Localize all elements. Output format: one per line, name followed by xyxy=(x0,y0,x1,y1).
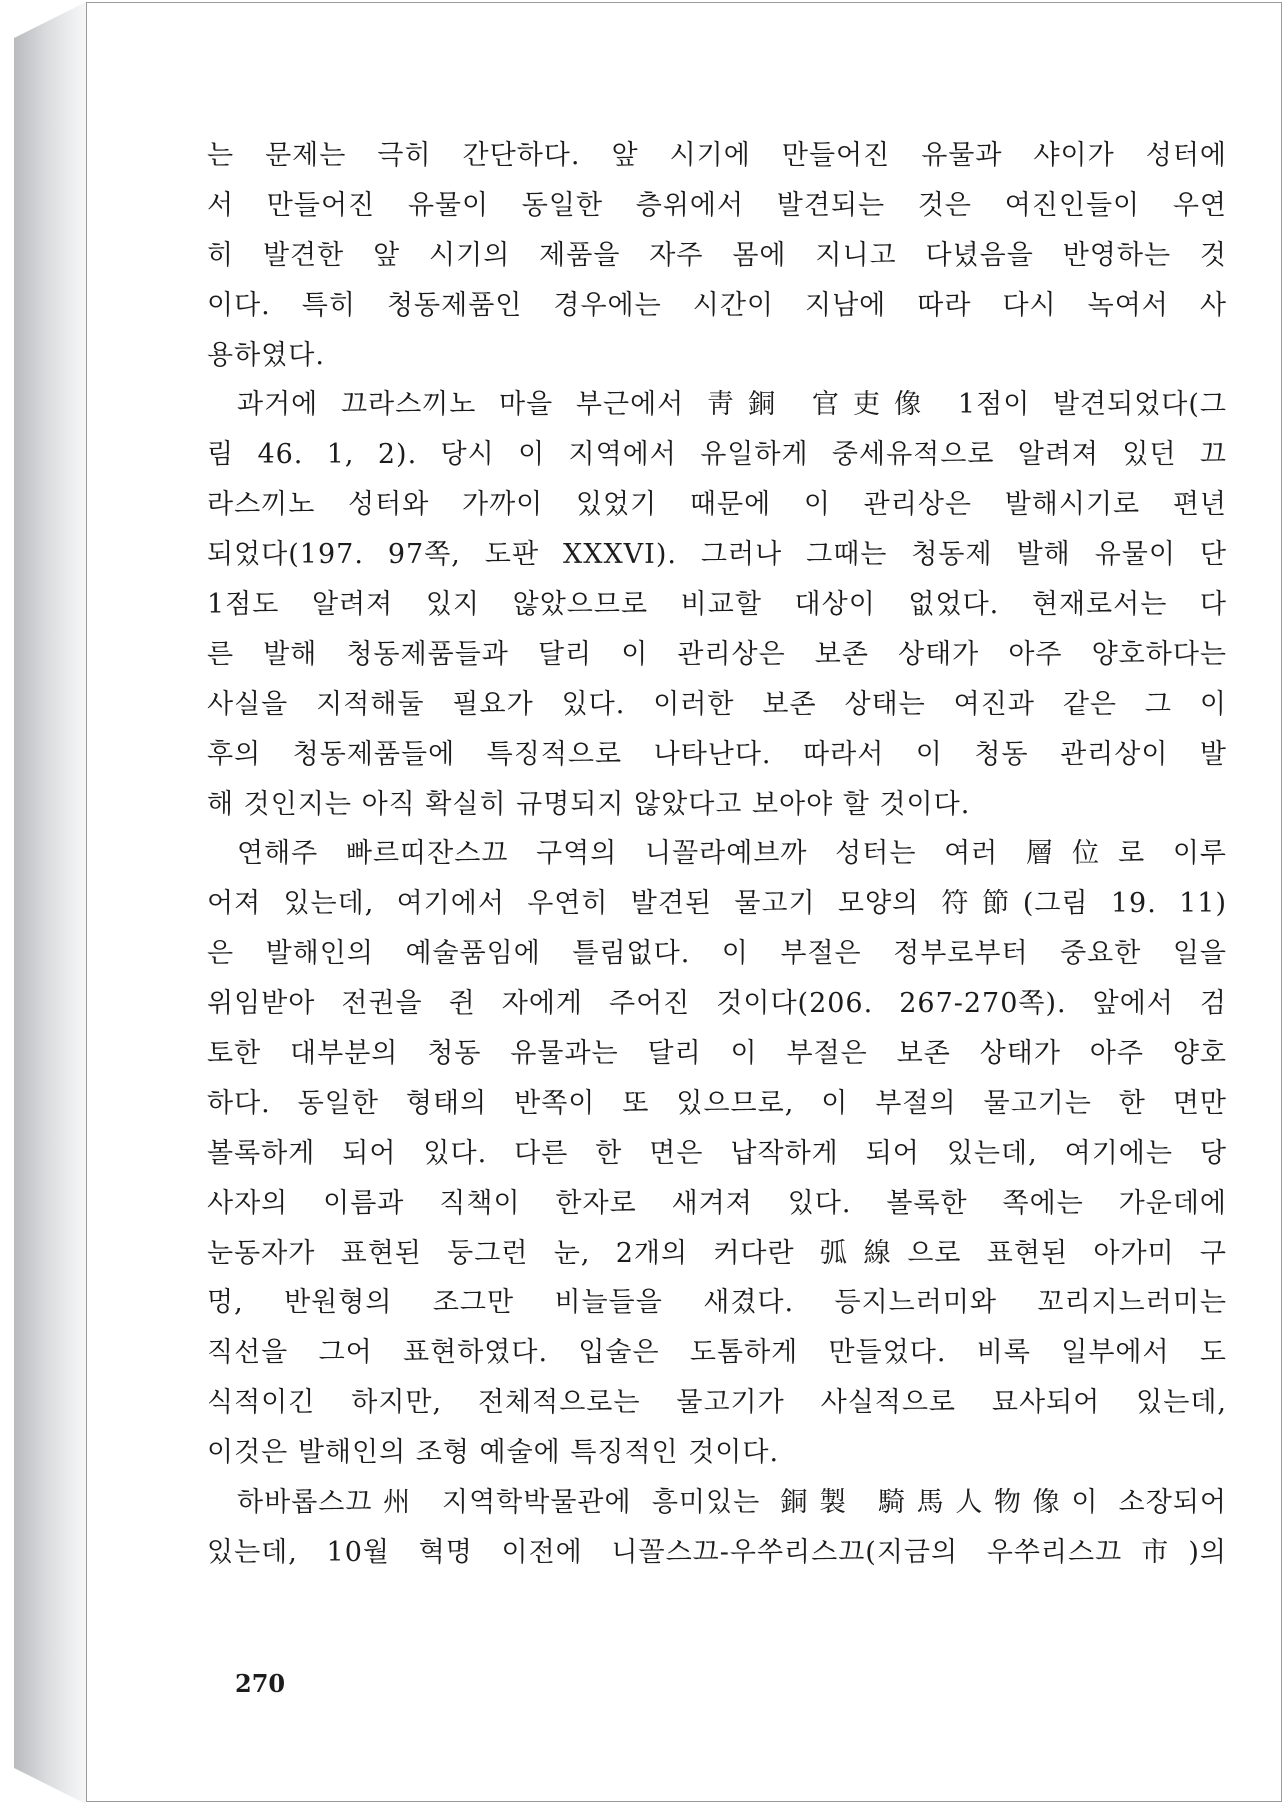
text-line: 하다. 동일한 형태의 반쪽이 또 있으므로, 이 부절의 물고기는 한 면만 xyxy=(207,1087,1227,1119)
text-line: 른 발해 청동제품들과 달리 이 관리상은 보존 상태가 아주 양호하다는 xyxy=(207,638,1227,670)
text-line: 위임받아 전권을 쥔 자에게 주어진 것이다(206. 267-270쪽). 앞에서 검 xyxy=(207,988,1227,1020)
text-line: 눈동자가 표현된 둥그런 눈, 2개의 커다란 弧線으로 표현된 아가미 구 xyxy=(207,1237,1227,1269)
text-line: 라스끼노 성터와 가까이 있었기 때문에 이 관리상은 발해시기로 편년 xyxy=(207,489,1227,521)
text-line: 1점도 알려져 있지 않았으므로 비교할 대상이 없었다. 현재로서는 다 xyxy=(207,589,1227,621)
text-line: 직선을 그어 표현하였다. 입술은 도톰하게 만들었다. 비록 일부에서 도 xyxy=(207,1337,1227,1369)
page-number: 270 xyxy=(235,1669,286,1698)
text-line: 어져 있는데, 여기에서 우연히 발견된 물고기 모양의 符節(그림 19. 11) xyxy=(207,888,1227,920)
text-line: 식적이긴 하지만, 전체적으로는 물고기가 사실적으로 묘사되어 있는데, xyxy=(207,1387,1227,1419)
text-line: 멍, 반원형의 조그만 비늘들을 새겼다. 등지느러미와 꼬리지느러미는 xyxy=(207,1287,1227,1319)
text-line: 해 것인지는 아직 확실히 규명되지 않았다고 보아야 할 것이다. xyxy=(207,788,971,820)
text-line: 하바롭스끄州 지역학박물관에 흥미있는 銅製 騎馬人物像이 소장되어 xyxy=(237,1487,1227,1519)
book-page xyxy=(86,2,1282,1802)
text-line: 볼록하게 되어 있다. 다른 한 면은 납작하게 되어 있는데, 여기에는 당 xyxy=(207,1137,1227,1169)
text-line: 는 문제는 극히 간단하다. 앞 시기에 만들어진 유물과 샤이가 성터에 xyxy=(207,140,1227,171)
text-line: 림 46. 1, 2). 당시 이 지역에서 유일하게 중세유적으로 알려져 있던 끄 xyxy=(207,439,1227,471)
text-line: 이다. 특히 청동제품인 경우에는 시간이 지남에 따라 다시 녹여서 사 xyxy=(207,289,1227,321)
text-line: 과거에 끄라스끼노 마을 부근에서 靑銅 官吏像 1점이 발견되었다(그 xyxy=(237,389,1227,421)
body-text xyxy=(207,131,1227,1578)
text-line: 있는데, 10월 혁명 이전에 니꼴스끄-우쑤리스끄(지금의 우쑤리스끄市)의 xyxy=(207,1536,1227,1568)
text-line: 서 만들어진 유물이 동일한 층위에서 발견되는 것은 여진인들이 우연 xyxy=(207,189,1227,221)
text-line: 사자의 이름과 직책이 한자로 새겨져 있다. 볼록한 쪽에는 가운데에 xyxy=(207,1187,1227,1219)
text-line: 토한 대부분의 청동 유물과는 달리 이 부절은 보존 상태가 아주 양호 xyxy=(207,1038,1227,1070)
text-line: 용하였다. xyxy=(207,339,325,371)
text-line: 사실을 지적해둘 필요가 있다. 이러한 보존 상태는 여진과 같은 그 이 xyxy=(207,688,1227,720)
text-line: 되었다(197. 97쪽, 도판 XXXVI). 그러나 그때는 청동제 발해 유물이 단 xyxy=(207,539,1227,571)
text-line: 이것은 발해인의 조형 예술에 특징적인 것이다. xyxy=(207,1437,780,1469)
text-line: 히 발견한 앞 시기의 제품을 자주 몸에 지니고 다녔음을 반영하는 것 xyxy=(207,239,1227,271)
book-spine xyxy=(14,2,86,1804)
text-line: 연해주 빠르띠잔스끄 구역의 니꼴라예브까 성터는 여러 層位로 이루 xyxy=(237,838,1227,870)
text-line: 후의 청동제품들에 특징적으로 나타난다. 따라서 이 청동 관리상이 발 xyxy=(207,738,1227,770)
text-line: 은 발해인의 예술품임에 틀림없다. 이 부절은 정부로부터 중요한 일을 xyxy=(207,938,1227,970)
